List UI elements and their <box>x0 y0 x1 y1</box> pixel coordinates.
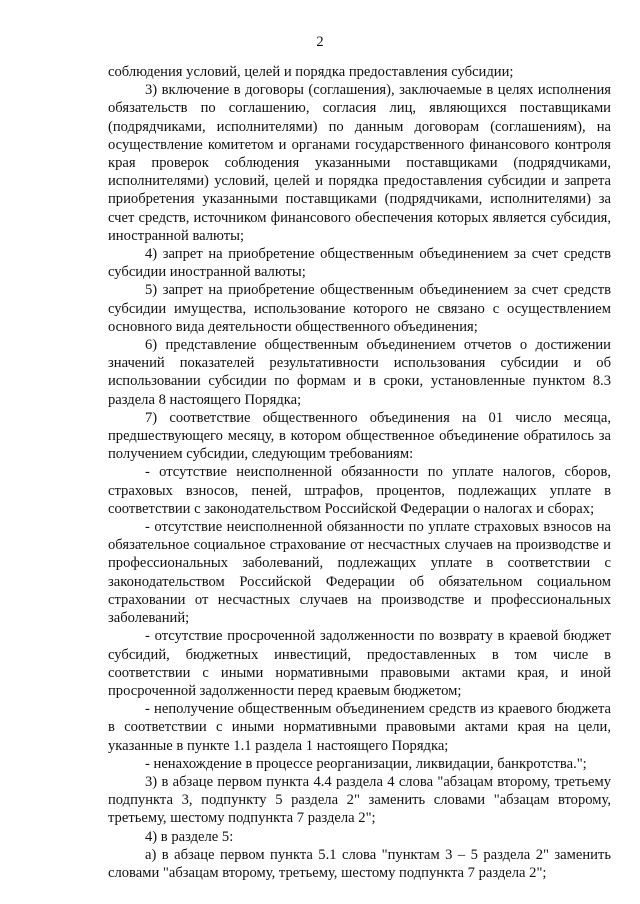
paragraph: 3) в абзаце первом пункта 4.4 раздела 4 слова "абзацам второму, третьему подпункта 3, подпункту 5 раздела 2" заменить словами "абзацам второму, третьему, шестому подпункта 7 раздела 2"; <box>108 773 611 827</box>
paragraph: соблюдения условий, целей и порядка предоставления субсидии; <box>108 64 514 80</box>
paragraph: 6) представление общественным объединением отчетов о достижении значений показателей результативности использования субсидии и об использовании субсидии по формам и в сроки, установленные пунктом 8.3 раздела 8 настоящего Порядка; <box>108 337 611 408</box>
paragraph: 4) в разделе 5: <box>145 828 234 845</box>
paragraph: - отсутствие просроченной задолженности по возврату в краевой бюджет субсидий, бюджетных инвестиций, предоставленных в том числе в соответствии с иными нормативными правовыми актами края, и иной просроченной задолженности перед краевым бюджетом; <box>108 628 611 699</box>
paragraph: - отсутствие неисполненной обязанности по уплате налогов, сборов, страховых взносов, пеней, штрафов, процентов, подлежащих уплате в соответствии с законодательством Российской Федерации о налогах и сборах; <box>108 464 611 517</box>
page-number: 2 <box>316 34 324 50</box>
paragraph: 5) запрет на приобретение общественным объединением за счет средств субсидии имущества, использование которого не связано с осуществлением основного вида деятельности общественного объединения; <box>108 282 611 335</box>
paragraph: 7) соответствие общественного объединения на 01 число месяца, предшествующего месяцу, в котором общественное объединение обратилось за получением субсидии, следующим требованиям: <box>108 409 611 463</box>
paragraph: 3) включение в договоры (соглашения), заключаемые в целях исполнения обязательств по соглашению, согласия лиц, являющихся поставщиками (подрядчиками, исполнителями) по данным договорам (соглашениям), на осуществление комитетом и органами государственного финансового контроля края проверок соблюдения указанными поставщиками (подрядчиками, исполнителями) условий, целей и порядка предоставления субсидии и запрета приобретения указанными поставщиками (подрядчиками, исполнителями) за счет средств, источником финансового обеспечения которых является субсидия, иностранной валюты; <box>108 82 611 244</box>
document-body <box>108 63 611 882</box>
paragraph: - ненахождение в процессе реорганизации, ликвидации, банкротства."; <box>145 755 587 772</box>
paragraph: 4) запрет на приобретение общественным объединением за счет средств субсидии иностранной валюты; <box>108 246 611 281</box>
paragraph: - неполучение общественным объединением средств из краевого бюджета в соответствии с иными нормативными правовыми актами края на цели, указанные в пункте 1.1 раздела 1 настоящего Порядка; <box>108 701 611 754</box>
paragraph: а) в абзаце первом пункта 5.1 слова "пунктам 3 – 5 раздела 2" заменить словами "абзацам второму, третьему, шестому подпункта 7 раздела 2"; <box>108 846 611 881</box>
paragraph: - отсутствие неисполненной обязанности по уплате страховых взносов на обязательное социальное страхование от несчастных случаев на производстве и профессиональных заболеваний, подлежащих уплате в соответствии с законодательством Российской Федерации об обязательном социальном страховании от несчастных случаев на производстве и профессиональных заболеваний; <box>108 519 611 627</box>
